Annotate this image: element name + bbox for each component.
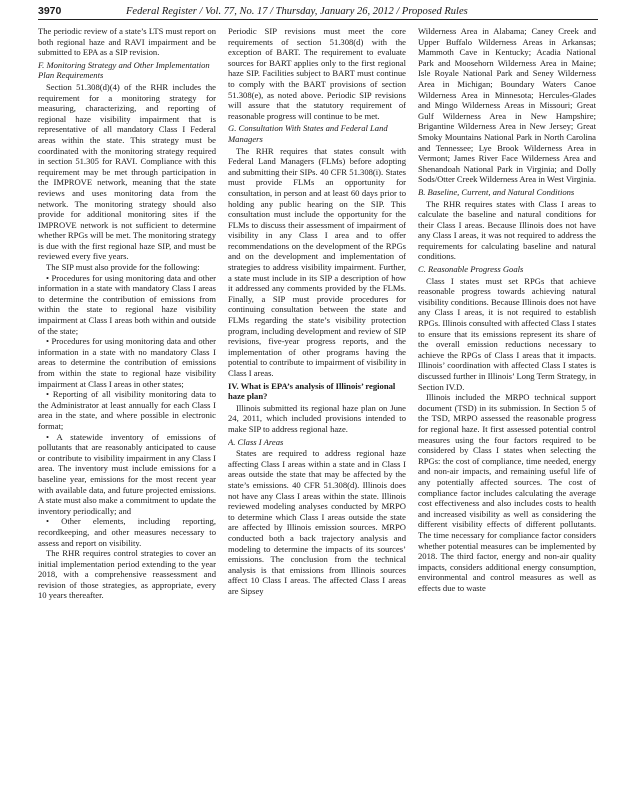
paragraph: • A statewide inventory of emissions of pollutants that are reasonably anticipated to cause or contribute to visibility impairment in any Class I area. The inventory must include emissions for a baseline year, emissions for the most recent year with available data, and future projected emissions. A state must also make a commitment to update the inventory periodically; and [38, 431, 216, 516]
paragraph: Illinois included the MRPO technical support document (TSD) in its submission. In Section 5 of the TSD, MRPO assessed the reasonable progress for regional haze. It first assessed potential control measures using the four factors required to be considered by Class I states when selecting the RPGs: the cost of compliance, time needed, energy and non-air impacts, and remaining useful life of any potentially affected sources. The cost of compliance factor includes calculating the average cost effectiveness and also includes costs to health and increased visibility as well as considering the different visibility effects of different pollutants. The time necessary for compliance factor considers whether potential measures can be implemented by 2018. The third factor, energy and non-air quality impacts, considers additional energy consumption, environmental and control measures as well as effects due to waste [418, 392, 596, 593]
paragraph: The RHR requires control strategies to cover an initial implementation period extending to the year 2018, with a comprehensive reassessment and revision of those strategies, as appropriate, every 10 years thereafter. [38, 548, 216, 601]
section-heading: B. Baseline, Current, and Natural Conditions [418, 186, 575, 197]
paragraph: States are required to address regional haze affecting Class I areas within a state and in Class I areas outside the state that may be affected by the state’s emissions. 40 CFR 51.308(d). Illinois does not have any Class I areas within the state. Illinois reviewed modeling analyses conducted by MRPO to determine which Class I areas outside the state are affected by Illinois emission sources. MRPO conducted both a back trajectory analysis and modeling to determine the impacts of its sources’ emissions. The conclusion from the technical analysis is that emissions from Illinois sources affect 10 Class I areas. The affected Class I areas are Sipsey [228, 448, 406, 596]
section-heading: C. Reasonable Progress Goals [418, 264, 524, 275]
paragraph: Section 51.308(d)(4) of the RHR includes the requirement for a monitoring strategy for measuring, characterizing, and reporting of regional haze visibility impairment that is representative of all mandatory Class I Federal areas within the state. This strategy must be coordinated with the monitoring strategy required in section 51.305 for RAVI. Compliance with this requirement may be met through participation in the IMPROVE network, meaning that the state reviews and uses monitoring data from the network. The monitoring strategy should also provide for additional monitoring sites if the IMPROVE network is not sufficient to determine whether RPGs will be met. The monitoring strategy is due with the first regional haze SIP, and must be reviewed every five years. [38, 81, 216, 262]
paragraph: Wilderness Area in Alabama; Caney Creek and Upper Buffalo Wilderness Areas in Arkansas; Mammoth Cave in Kentucky; Acadia National Park and Moosehorn Wilderness Area in Maine; Isle Royale National Park and Seney Wilderness Area in Michigan; Boundary Waters Canoe Wilderness Area in Minnesota; Hercules-Glades and Mingo Wilderness Areas in Missouri; Great Gulf Wilderness Area in New Hampshire; Brigantine Wilderness Area in New Jersey; Great Smoky Mountains National Park in North Carolina and Tennessee; Lye Brook Wilderness Area in Vermont; James River Face Wilderness Area and Shenandoah National Park in Virginia; and Dolly Sods/Otter Creek Wilderness Area in West Virginia. [418, 26, 596, 185]
page-header [38, 5, 598, 20]
paragraph: The periodic review of a state’s LTS must report on both regional haze and RAVI impairment and be submitted to EPA as a SIP revision. [38, 26, 216, 58]
paragraph: Periodic SIP revisions must meet the core requirements of section 51.308(d) with the exception of BART. The requirement to evaluate sources for BART applies only to the first regional haze SIP. Facilities subject to BART must continue to comply with the BART provisions of section 51.308(e), as noted above. Periodic SIP revisions will assure that the statutory requirement of reasonable progress will continue to be met. [228, 26, 406, 121]
section-heading: G. Consultation With States and Federal Land Managers [228, 123, 388, 144]
paragraph: The RHR requires states with Class I areas to calculate the baseline and natural conditions for their Class I areas. Because Illinois does not have any Class I areas, it was not required to address the requirements for calculating baseline and natural conditions. [418, 198, 596, 262]
section-heading: F. Monitoring Strategy and Other Implementation Plan Requirements [38, 59, 210, 81]
text-column-3 [418, 26, 596, 786]
paragraph: • Procedures for using monitoring data and other information in a state with mandatory Class I areas to determine the contribution of emissions from within the state to regional haze visibility impairment at Class I areas both within and outside of the state; [38, 272, 216, 336]
section-heading: IV. What is EPA’s analysis of Illinois’ regional haze plan? [228, 380, 396, 402]
page-number: 3970 [38, 5, 62, 17]
paragraph: The SIP must also provide for the following: [46, 262, 200, 273]
paragraph: • Other elements, including reporting, recordkeeping, and other measures necessary to assess and report on visibility. [38, 516, 216, 548]
paragraph: • Procedures for using monitoring data and other information in a state with no mandatory Class I areas to determine the contribution of emissions from within the state to regional haze visibility impairment at Class I areas in other states; [38, 336, 216, 389]
text-column-1 [38, 26, 216, 786]
paragraph: Illinois submitted its regional haze plan on June 24, 2011, which included provisions intended to make SIP to address regional haze. [228, 402, 406, 434]
paragraph: • Reporting of all visibility monitoring data to the Administrator at least annually for each Class I area in the state, and where possible in electronic format; [38, 389, 216, 431]
running-title: Federal Register / Vol. 77, No. 17 / Thursday, January 26, 2012 / Proposed Rules [126, 6, 468, 17]
paragraph: Class I states must set RPGs that achieve reasonable progress towards achieving natural visibility conditions. Because Illinois does not have any Class I areas, it is not required to establish RPGs. Illinois consulted with affected Class I states to ensure that its emissions represent its share of the overall emission reductions necessary to achieve the RPGs of Class I areas that it impacts. Illinois’ coordination with affected Class I states is discussed further in Illinois’ Long Term Strategy, in Section IV.D. [418, 275, 596, 392]
text-column-2 [228, 26, 406, 786]
paragraph: The RHR requires that states consult with Federal Land Managers (FLMs) before adopting and submitting their SIPs. 40 CFR 51.308(i). States must provide FLMs an opportunity for consultation, in person and at least 60 days prior to holding any public hearing on the SIP. This consultation must include the opportunity for the FLMs to discuss their assessment of impairment of visibility in any Class I area and to offer recommendations on the development of the RPGs and on the development and implementation of strategies to address visibility impairment. Further, a state must include in its SIP a description of how it addressed any comments provided by the FLMs. Finally, a SIP must provide procedures for continuing consultation between the state and FLMs regarding the state’s visibility protection program, including development and review of SIP revisions, five-year progress reports, and the implementation of other programs having the potential to contribute to impairment of visibility in Class I areas. [228, 145, 406, 378]
section-heading: A. Class I Areas [228, 436, 284, 447]
